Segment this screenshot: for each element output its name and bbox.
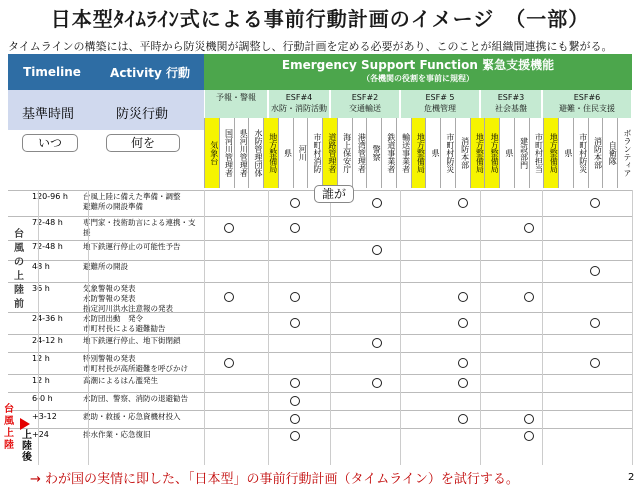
- row-activity: 水防団出動 発令 市町村長による避難勧告: [83, 314, 166, 333]
- esf-group-2: [330, 90, 400, 118]
- esf-group-sub: 危機管理: [424, 104, 456, 113]
- esf-group-5: [542, 90, 632, 118]
- marker-circle-icon: [590, 318, 600, 328]
- esf-group-1: [268, 90, 330, 118]
- row-time: 36 h: [32, 284, 50, 293]
- row-activity: 地下鉄運行停止の可能性予告: [83, 242, 181, 251]
- column-header: 消防本部: [588, 118, 603, 188]
- column-header: ボランティア: [617, 118, 632, 188]
- row-activity: 特別警報の発表 市町村長が高所避難を呼びかけ: [83, 354, 188, 373]
- esf-group-3: [400, 90, 480, 118]
- grid-line: [400, 190, 401, 465]
- marker-circle-icon: [372, 245, 382, 255]
- footer-note: → わが国の実情に即した、「日本型」の事前行動計画（タイムライン）を試行する。: [30, 472, 519, 487]
- marker-circle-icon: [290, 396, 300, 406]
- column-header: 地方整備局: [543, 118, 558, 188]
- marker-circle-icon: [458, 414, 468, 424]
- marker-circle-icon: [372, 378, 382, 388]
- column-header: 市町村担当: [529, 118, 544, 188]
- row-activity: 地下鉄運行停止、地下街閉鎖: [83, 336, 181, 345]
- row-activity: 救助・救援・応急資機材投入: [83, 412, 181, 421]
- column-header: 輸送事業者: [396, 118, 411, 188]
- label-naniwo: 何を: [106, 134, 180, 152]
- grid-line: [38, 190, 39, 465]
- column-header: 県: [499, 118, 514, 188]
- column-header: 港湾管理者: [352, 118, 367, 188]
- column-header: 地方整備局: [484, 118, 499, 188]
- row-time: +3-12: [32, 412, 57, 421]
- esf-group-title: ESF#2: [351, 93, 379, 102]
- column-header: 道路管理者: [322, 118, 337, 188]
- column-header: 県河川管理者: [234, 118, 249, 188]
- marker-circle-icon: [290, 378, 300, 388]
- esf-group-title: ESF#4: [285, 93, 313, 102]
- esf-group-title: ESF#6: [573, 93, 601, 102]
- marker-circle-icon: [290, 318, 300, 328]
- marker-circle-icon: [524, 292, 534, 302]
- column-header: 国河川管理者: [219, 118, 234, 188]
- column-header: 県: [425, 118, 440, 188]
- marker-circle-icon: [524, 431, 534, 441]
- row-time: 24-36 h: [32, 314, 63, 323]
- marker-circle-icon: [524, 223, 534, 233]
- esf-group-title: ESF# 5: [425, 93, 455, 102]
- row-activity: 台風上陸に備えた準備・調整 避難所の開設準備: [83, 192, 181, 211]
- esf-group-0: [204, 90, 268, 118]
- row-activity: 水防団、警察、消防の退避勧告: [83, 394, 188, 403]
- column-header: 水防管理団体: [248, 118, 263, 188]
- column-header: 気象台: [204, 118, 219, 188]
- row-time: 72-48 h: [32, 242, 63, 251]
- label-kijun: 基準時間: [22, 107, 75, 122]
- row-time: 6-0 h: [32, 394, 53, 403]
- row-activity: 避難所の開設: [83, 262, 128, 271]
- row-time: +24: [32, 430, 49, 439]
- marker-circle-icon: [590, 198, 600, 208]
- label-itsu: いつ: [22, 134, 78, 152]
- header-esf-sub: （各機関の役割を事前に規程）: [362, 74, 474, 83]
- column-header: 市町村防災: [573, 118, 588, 188]
- marker-circle-icon: [290, 431, 300, 441]
- marker-circle-icon: [458, 292, 468, 302]
- esf-group-title: ESF#3: [497, 93, 525, 102]
- grid-line: [542, 190, 543, 465]
- column-header: 地方整備局: [263, 118, 278, 188]
- grid-line: [632, 190, 633, 465]
- header-activity: Activity 行動: [96, 54, 204, 90]
- column-header: 県: [278, 118, 293, 188]
- marker-circle-icon: [458, 378, 468, 388]
- esf-group-sub: 避難・住民支援: [559, 104, 615, 113]
- esf-group-sub: 水防・消防活動: [271, 104, 327, 113]
- column-header: 県: [558, 118, 573, 188]
- row-time: 12 h: [32, 376, 50, 385]
- row-time: 48 h: [32, 262, 50, 271]
- esf-group-title: 予報・警報: [216, 93, 256, 102]
- row-time: 72-48 h: [32, 218, 63, 227]
- row-activity: 高潮によるはん濫発生: [83, 376, 158, 385]
- landfall-label: 台風上陸: [4, 404, 14, 451]
- slide-title: 日本型ﾀｲﾑﾗｲﾝ式による事前行動計画のイメージ （一部）: [50, 7, 590, 31]
- row-activity: 排水作業・応急復旧: [83, 430, 151, 439]
- header-esf-title: Emergency Support Function 緊急支援機能: [281, 58, 555, 72]
- column-header: 地方整備局: [470, 118, 485, 188]
- marker-circle-icon: [458, 358, 468, 368]
- landfall-arrow-icon: [20, 418, 30, 430]
- column-header: 市町村防災: [440, 118, 455, 188]
- marker-circle-icon: [290, 198, 300, 208]
- marker-circle-icon: [290, 223, 300, 233]
- page-number: 2: [628, 472, 635, 483]
- side-label: 台風の上陸前: [14, 229, 24, 310]
- row-time: 24-12 h: [32, 336, 63, 345]
- row-time: 120-96 h: [32, 192, 68, 201]
- subtitle: タイムラインの構築には、平時から防災機関が調整し、行動計画を定める必要があり、このことが組織間連携にも繋がる。: [8, 40, 613, 53]
- label-bousai: 防災行動: [116, 107, 169, 122]
- grid-line: [204, 190, 205, 465]
- row-activity: 気象警報の発表 水防警報の発表 指定河川洪水注意報の発表: [83, 284, 173, 313]
- header-timeline: Timeline: [8, 54, 96, 90]
- after-label: 上陸後: [22, 430, 32, 463]
- column-header: 警察: [366, 118, 381, 188]
- grid-line: [480, 190, 481, 465]
- marker-circle-icon: [224, 292, 234, 302]
- row-activity: 専門家・技術助言による連携・支援: [83, 218, 196, 237]
- column-header: 建設部門: [514, 118, 529, 188]
- grid-line: [330, 190, 331, 465]
- column-header: 自衛隊: [602, 118, 617, 188]
- header-esf: [204, 54, 632, 90]
- marker-circle-icon: [524, 414, 534, 424]
- esf-group-4: [480, 90, 542, 118]
- row-time: 12 h: [32, 354, 50, 363]
- column-header: 消防本部: [455, 118, 470, 188]
- label-dare: 誰が: [314, 185, 354, 203]
- column-header: 地方整備局: [411, 118, 426, 188]
- esf-group-sub: 交通輸送: [349, 104, 381, 113]
- grid-line: [268, 190, 269, 465]
- column-header: 鉄道事業者: [381, 118, 396, 188]
- marker-circle-icon: [458, 198, 468, 208]
- marker-circle-icon: [372, 198, 382, 208]
- marker-circle-icon: [458, 318, 468, 328]
- grid-line: [88, 190, 89, 465]
- marker-circle-icon: [224, 358, 234, 368]
- marker-circle-icon: [590, 266, 600, 276]
- marker-circle-icon: [590, 358, 600, 368]
- esf-group-sub: 社会基盤: [495, 104, 527, 113]
- column-header: 市町村消防: [307, 118, 322, 188]
- column-header: 海上保安庁: [337, 118, 352, 188]
- marker-circle-icon: [372, 338, 382, 348]
- marker-circle-icon: [290, 292, 300, 302]
- marker-circle-icon: [224, 223, 234, 233]
- marker-circle-icon: [290, 414, 300, 424]
- column-header: 河川: [293, 118, 308, 188]
